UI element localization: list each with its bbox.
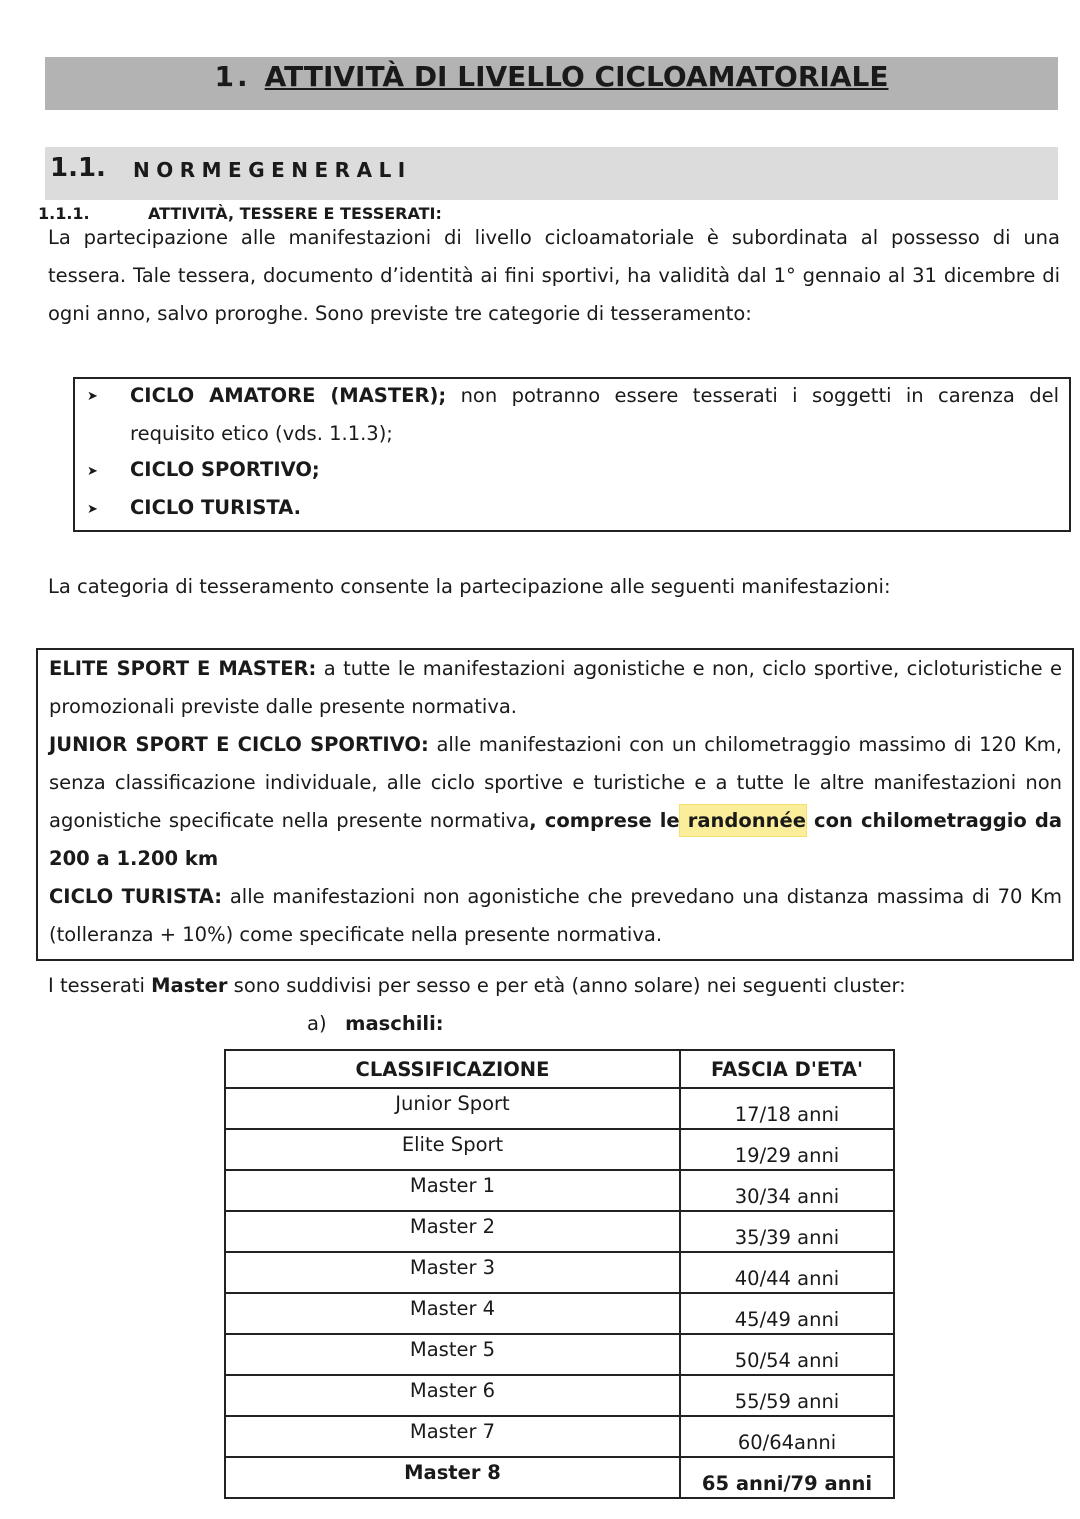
- table-cell: 50/54 anni: [680, 1334, 894, 1375]
- age-category-table: [224, 1049, 895, 1499]
- table-row: [225, 1211, 894, 1252]
- section-heading: [45, 147, 1058, 200]
- chapter-heading: [45, 57, 1058, 110]
- event-text: a tutte le manifestazioni agonistiche e non, ciclo sportive, cicloturistiche e promozionali previste dalle presente normativa.: [49, 657, 1062, 718]
- event-label: JUNIOR SPORT E CICLO SPORTIVO:: [49, 733, 429, 756]
- event-rule-turista: [49, 878, 1062, 954]
- table-cell: Master 7: [225, 1416, 680, 1457]
- table-cell: 45/49 anni: [680, 1293, 894, 1334]
- table-cell: 17/18 anni: [680, 1088, 894, 1129]
- master-intro: [48, 967, 1060, 1005]
- category-name: CICLO AMATORE (MASTER);: [130, 384, 447, 407]
- table-row: [225, 1252, 894, 1293]
- list-label: maschili:: [345, 1012, 444, 1035]
- section-number: 1.1.: [50, 153, 106, 183]
- highlighted-text: randonnée: [680, 805, 806, 836]
- table-cell: Master 1: [225, 1170, 680, 1211]
- table-cell: Master 6: [225, 1375, 680, 1416]
- subsection-title: ATTIVITÀ, TESSERE E TESSERATI:: [148, 204, 442, 223]
- events-box: [36, 648, 1074, 961]
- categories-intro: La categoria di tesseramento consente la partecipazione alle seguenti manifestazioni:: [48, 575, 891, 598]
- table-row: [225, 1293, 894, 1334]
- table-row: [225, 1416, 894, 1457]
- categories-box: [73, 377, 1071, 532]
- table-cell: 60/64anni: [680, 1416, 894, 1457]
- table-header: FASCIA D'ETA': [680, 1050, 894, 1088]
- list-item-a: [307, 1012, 444, 1035]
- table-cell: 55/59 anni: [680, 1375, 894, 1416]
- intro-paragraph: La partecipazione alle manifestazioni di livello cicloamatoriale è subordinata al possesso di una tessera. Tale tessera, documento d’identità ai fini sportivi, ha validità dal 1° gennaio al 31 dicembre di ogni anno, salvo proroghe. Sono previste tre categorie di tesseramento:: [48, 226, 1060, 325]
- category-item: CICLO TURISTA.: [130, 496, 302, 519]
- table-cell: 19/29 anni: [680, 1129, 894, 1170]
- chapter-title: ATTIVITÀ DI LIVELLO CICLOAMATORIALE: [264, 60, 889, 93]
- table-cell: 30/34 anni: [680, 1170, 894, 1211]
- table-header-row: [225, 1050, 894, 1088]
- event-rule-junior: [49, 726, 1062, 878]
- arrow-bullet-icon: ➤: [87, 389, 98, 404]
- category-item: [130, 377, 1059, 453]
- table-row: [225, 1375, 894, 1416]
- table-row: [225, 1457, 894, 1498]
- arrow-bullet-icon: ➤: [87, 464, 98, 479]
- arrow-bullet-icon: ➤: [87, 502, 98, 517]
- event-label: ELITE SPORT E MASTER:: [49, 657, 317, 680]
- chapter-number: 1.: [214, 60, 251, 93]
- table-cell: Master 5: [225, 1334, 680, 1375]
- table-cell: Master 3: [225, 1252, 680, 1293]
- event-label: CICLO TURISTA:: [49, 885, 223, 908]
- table-cell: Master 4: [225, 1293, 680, 1334]
- table-row: [225, 1088, 894, 1129]
- table-cell: Master 8: [225, 1457, 680, 1498]
- section-title: NORMEGENERALI: [133, 158, 412, 182]
- table-cell: Elite Sport: [225, 1129, 680, 1170]
- text-fragment: sono suddivisi per sesso e per età (anno solare) nei seguenti cluster:: [227, 974, 906, 997]
- category-item: CICLO SPORTIVO;: [130, 458, 320, 481]
- event-text: alle manifestazioni con un chilometraggio massimo di 120 Km, senza classificazione individuale, alle ciclo sportive e turistiche e a tutte le altre manifestazioni non agonistiche specificate nella presente normativa: [49, 733, 1063, 832]
- table-header: CLASSIFICAZIONE: [225, 1050, 680, 1088]
- table-cell: 35/39 anni: [680, 1211, 894, 1252]
- subsection-number: 1.1.1.: [38, 204, 90, 223]
- table-cell: Master 2: [225, 1211, 680, 1252]
- event-rule-elite: [49, 650, 1062, 726]
- events-text: [49, 650, 1062, 954]
- text-emphasis: Master: [151, 974, 228, 997]
- table-cell: 40/44 anni: [680, 1252, 894, 1293]
- table-cell: 65 anni/79 anni: [680, 1457, 894, 1498]
- list-marker: a): [307, 1012, 327, 1035]
- table-row: [225, 1170, 894, 1211]
- category-note: non potranno essere tesserati i soggetti in carenza del requisito etico (vds. 1.1.3);: [130, 384, 1059, 445]
- event-emphasis: , comprese le: [529, 809, 680, 832]
- table-cell: Junior Sport: [225, 1088, 680, 1129]
- event-emphasis: con chilometraggio da 200 a 1.200 km: [49, 809, 1062, 870]
- table-row: [225, 1129, 894, 1170]
- event-text: alle manifestazioni non agonistiche che prevedano una distanza massima di 70 Km (tolleranza + 10%) come specificate nella presente normativa.: [49, 885, 1062, 946]
- table-row: [225, 1334, 894, 1375]
- text-fragment: I tesserati: [48, 974, 152, 997]
